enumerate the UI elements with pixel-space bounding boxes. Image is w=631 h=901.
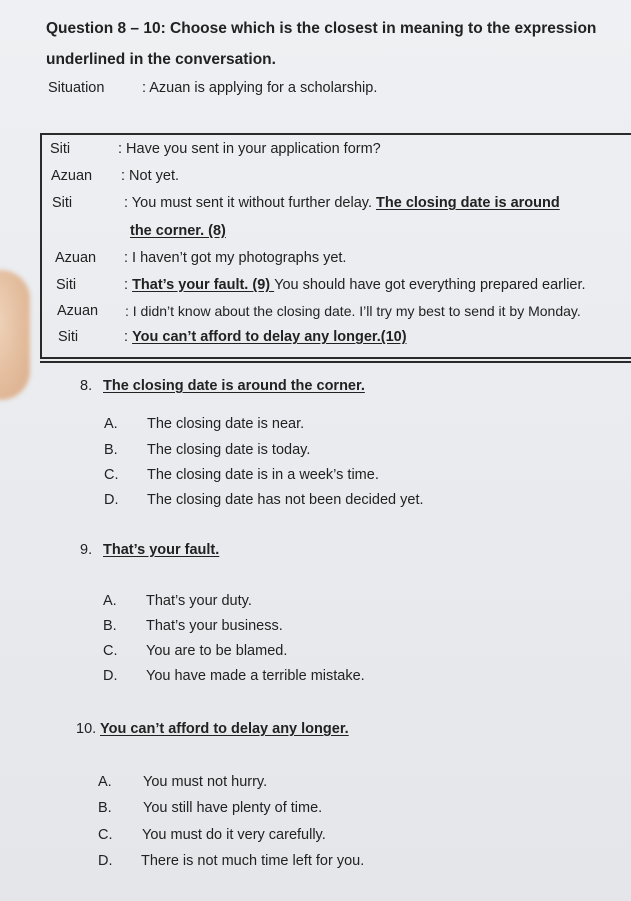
dialogue-speaker: Siti <box>56 277 77 293</box>
option-letter: C. <box>104 467 119 483</box>
dialogue-speaker: Azuan <box>51 168 93 184</box>
dialogue-speaker: Siti <box>58 329 79 345</box>
option-letter: C. <box>103 643 118 659</box>
dialogue-speaker: Siti <box>50 141 71 157</box>
option-letter: B. <box>103 618 117 634</box>
dialogue-text: You should have got everything prepared earlier. <box>274 277 586 293</box>
question-text: The closing date is around the corner. <box>103 378 365 394</box>
dialogue-line <box>124 277 586 293</box>
option-letter: D. <box>103 668 118 684</box>
option-letter: B. <box>98 800 112 816</box>
dialogue-line-continued <box>130 223 226 239</box>
dialogue-text: : <box>124 277 133 293</box>
dialogue-text: : I haven’t got my photographs yet. <box>124 250 347 266</box>
dialogue-line <box>124 195 560 211</box>
dialogue-line <box>124 329 407 345</box>
dialogue-text: : Have you sent in your application form? <box>118 141 381 157</box>
dialogue-line <box>124 250 346 266</box>
option-text: The closing date is today. <box>147 442 311 458</box>
underlined-expression: That’s your fault. (9) <box>132 277 275 293</box>
dialogue-text: : You must sent it without further delay. <box>124 195 377 211</box>
underlined-expression: the corner. (8) <box>130 223 226 239</box>
dialogue-line <box>121 168 179 184</box>
dialogue-speaker: Azuan <box>57 303 99 319</box>
question-title-line1: Question 8 – 10: Choose which is the closest in meaning to the expression <box>46 20 597 37</box>
question-number: 9. <box>80 542 93 558</box>
question-number: 8. <box>80 378 93 394</box>
option-text: You must do it very carefully. <box>142 827 326 843</box>
dialogue-speaker: Siti <box>52 195 73 211</box>
option-letter: A. <box>103 593 117 609</box>
option-letter: C. <box>98 827 113 843</box>
situation-text: : Azuan is applying for a scholarship. <box>142 80 378 96</box>
dialogue-text: : Not yet. <box>121 168 180 184</box>
option-text: The closing date is in a week’s time. <box>147 467 379 483</box>
question-title-line2: underlined in the conversation. <box>46 51 276 68</box>
option-text: There is not much time left for you. <box>141 853 365 869</box>
question-number: 10. <box>76 721 97 737</box>
option-text: That’s your business. <box>146 618 283 634</box>
situation-label: Situation <box>48 80 105 96</box>
option-letter: A. <box>104 416 118 432</box>
dialogue-text: : I didn’t know about the closing date. I’ll try my best to send it by Monday. <box>125 303 581 319</box>
option-text: That’s your duty. <box>146 593 252 609</box>
option-text: You must not hurry. <box>143 774 268 790</box>
thumb-finger <box>0 270 30 400</box>
question-text: You can’t afford to delay any longer. <box>100 721 349 737</box>
option-text: You are to be blamed. <box>146 643 288 659</box>
option-letter: A. <box>98 774 112 790</box>
option-letter: D. <box>104 492 119 508</box>
option-text: You have made a terrible mistake. <box>146 668 365 684</box>
option-text: You still have plenty of time. <box>143 800 323 816</box>
dialogue-speaker: Azuan <box>55 250 97 266</box>
option-text: The closing date is near. <box>147 416 305 432</box>
option-text: The closing date has not been decided yet. <box>147 492 424 508</box>
dialogue-text: : <box>124 329 133 345</box>
question-text: That’s your fault. <box>103 542 220 558</box>
underlined-expression: The closing date is around <box>376 195 560 211</box>
dialogue-line <box>118 141 381 157</box>
option-letter: D. <box>98 853 113 869</box>
underlined-expression: You can’t afford to delay any longer.(10) <box>132 329 407 345</box>
dialogue-line <box>125 303 581 319</box>
option-letter: B. <box>104 442 118 458</box>
dialogue-box <box>40 133 631 359</box>
